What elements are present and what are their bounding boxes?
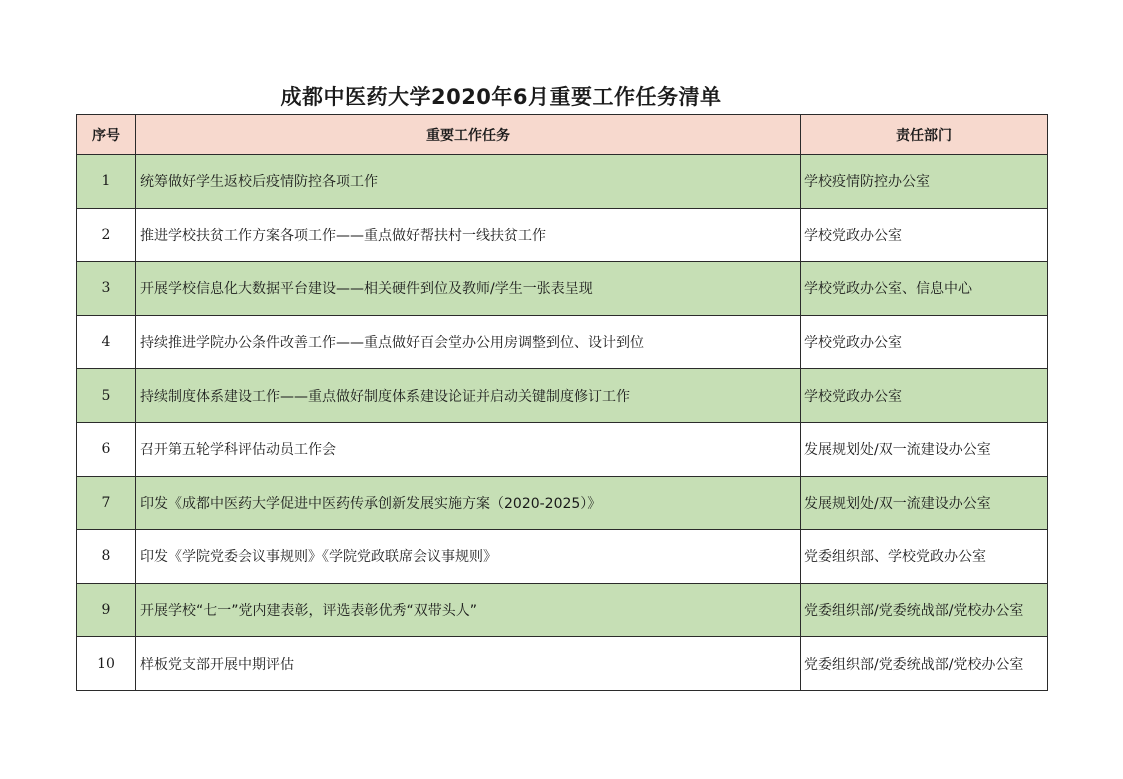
table-row: [77, 315, 1048, 369]
table-row: [77, 637, 1048, 691]
cell-department: 党委组织部/党委统战部/党校办公室: [801, 637, 1048, 691]
cell-serial-number: 5: [77, 369, 136, 423]
cell-serial-number: 10: [77, 637, 136, 691]
cell-serial-number: 4: [77, 315, 136, 369]
task-table: [76, 114, 1048, 691]
cell-serial-number: 9: [77, 583, 136, 637]
cell-department: 学校疫情防控办公室: [801, 155, 1048, 209]
cell-task: 推进学校扶贫工作方案各项工作——重点做好帮扶村一线扶贫工作: [136, 208, 801, 262]
cell-department: 发展规划处/双一流建设办公室: [801, 422, 1048, 476]
table-row: [77, 208, 1048, 262]
cell-department: 学校党政办公室、信息中心: [801, 262, 1048, 316]
cell-serial-number: 3: [77, 262, 136, 316]
cell-serial-number: 1: [77, 155, 136, 209]
cell-task: 持续推进学院办公条件改善工作——重点做好百会堂办公用房调整到位、设计到位: [136, 315, 801, 369]
table-row: [77, 155, 1048, 209]
table-row: [77, 262, 1048, 316]
cell-serial-number: 8: [77, 530, 136, 584]
cell-department: 发展规划处/双一流建设办公室: [801, 476, 1048, 530]
cell-task: 样板党支部开展中期评估: [136, 637, 801, 691]
table-row: [77, 369, 1048, 423]
cell-serial-number: 2: [77, 208, 136, 262]
cell-department: 学校党政办公室: [801, 208, 1048, 262]
cell-department: 学校党政办公室: [801, 369, 1048, 423]
cell-department: 党委组织部/党委统战部/党校办公室: [801, 583, 1048, 637]
table-row: [77, 530, 1048, 584]
cell-task: 印发《成都中医药大学促进中医药传承创新发展实施方案（2020-2025）》: [136, 476, 801, 530]
cell-task: 开展学校“七一”党内建表彰，评选表彰优秀“双带头人”: [136, 583, 801, 637]
header-important-task: 重要工作任务: [136, 115, 801, 155]
table-row: [77, 583, 1048, 637]
cell-department: 党委组织部、学校党政办公室: [801, 530, 1048, 584]
cell-task: 持续制度体系建设工作——重点做好制度体系建设论证并启动关键制度修订工作: [136, 369, 801, 423]
cell-task: 印发《学院党委会议事规则》《学院党政联席会议事规则》: [136, 530, 801, 584]
table-row: [77, 422, 1048, 476]
cell-department: 学校党政办公室: [801, 315, 1048, 369]
table-row: [77, 476, 1048, 530]
cell-serial-number: 7: [77, 476, 136, 530]
page-title: 成都中医药大学2020年6月重要工作任务清单: [280, 85, 722, 109]
header-responsible-department: 责任部门: [801, 115, 1048, 155]
cell-task: 召开第五轮学科评估动员工作会: [136, 422, 801, 476]
cell-serial-number: 6: [77, 422, 136, 476]
table-header-row: [77, 115, 1048, 155]
header-serial-number: 序号: [77, 115, 136, 155]
cell-task: 统筹做好学生返校后疫情防控各项工作: [136, 155, 801, 209]
cell-task: 开展学校信息化大数据平台建设——相关硬件到位及教师/学生一张表呈现: [136, 262, 801, 316]
